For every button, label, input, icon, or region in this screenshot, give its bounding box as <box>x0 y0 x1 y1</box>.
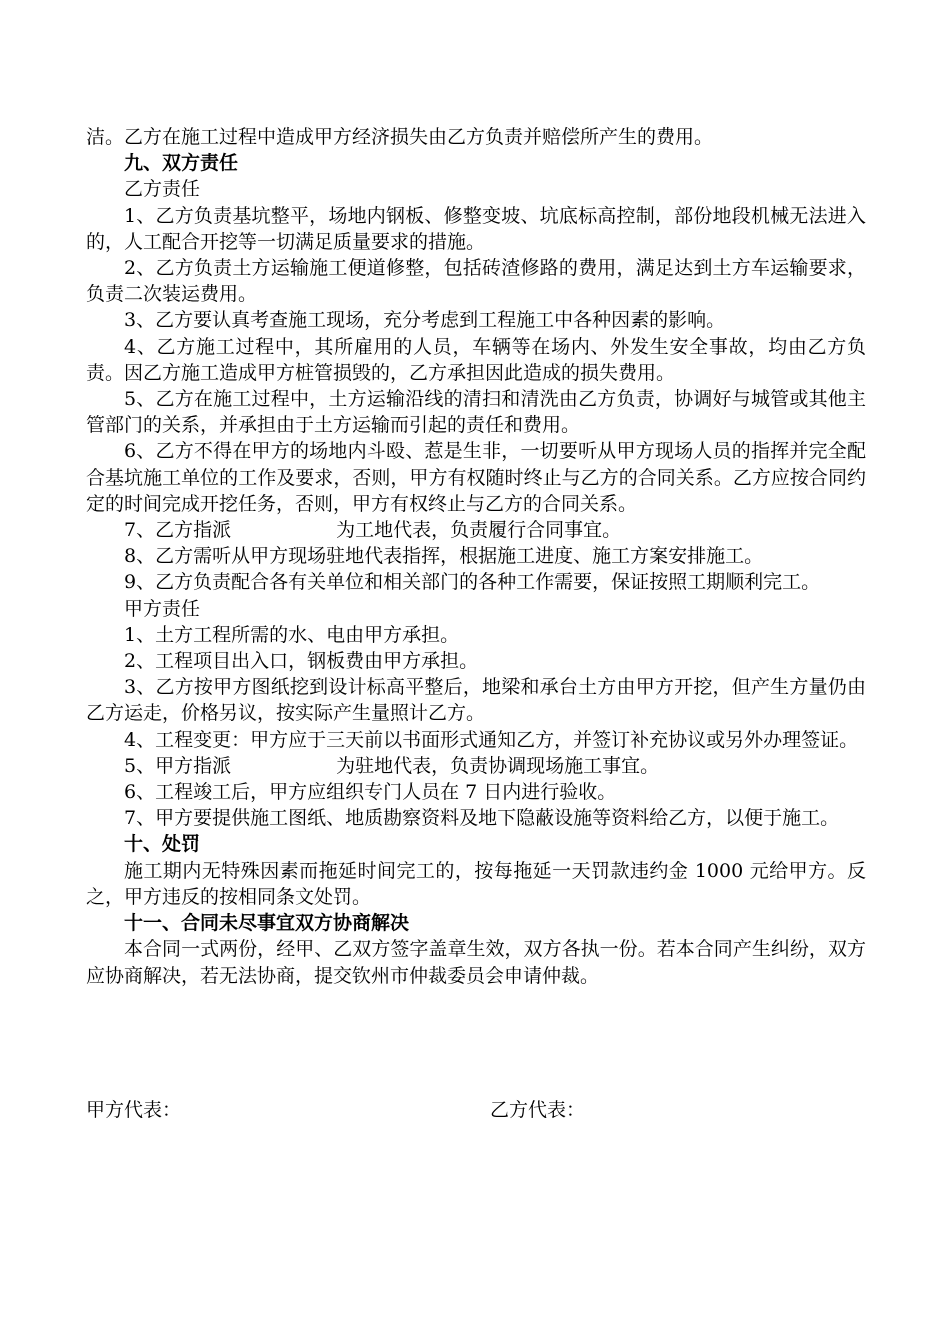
subheading-party-a-duties: 甲方责任 <box>124 597 201 620</box>
party-b-clause-1: 1、乙方负责基坑整平，场地内钢板、修整变坡、坑底标高控制，部份地段机械无法进入的，人工配合开挖等一切满足质量要求的措施。 <box>86 204 866 253</box>
final-paragraph: 本合同一式两份，经甲、乙双方签字盖章生效，双方各执一份。若本合同产生纠纷，双方应协商解决，若无法协商，提交钦州市仲裁委员会申请仲裁。 <box>86 938 866 987</box>
party-b-clause-8: 8、乙方需听从甲方现场驻地代表指挥，根据施工进度、施工方案安排施工。 <box>124 545 764 568</box>
party-a-clause-6: 6、工程竣工后，甲方应组织专门人员在 7 日内进行验收。 <box>124 781 617 804</box>
paragraph-continuation: 洁。乙方在施工过程中造成甲方经济损失由乙方负责并赔偿所产生的费用。 <box>86 126 714 148</box>
party-a-clause-5 <box>86 753 866 779</box>
party-a-clause-2: 2、工程项目出入口，钢板费由甲方承担。 <box>124 650 479 673</box>
section-heading-10: 十、处罚 <box>124 833 201 856</box>
clause-5-lead: 5、甲方指派 <box>124 754 232 777</box>
party-b-clause-6: 6、乙方不得在甲方的场地内斗殴、惹是生非，一切要听从甲方现场人员的指挥并完全配合基坑施工单位的工作及要求，否则，甲方有权随时终止与乙方的合同关系。乙方应按合同约定的时间完成开挖任务，否则，甲方有权终止与乙方的合同关系。 <box>86 440 866 515</box>
penalty-paragraph: 施工期内无特殊因素而拖延时间完工的，按每拖延一天罚款违约金 1000 元给甲方。反之，甲方违反的按相同条文处罚。 <box>86 859 866 908</box>
party-a-signature-label: 甲方代表： <box>86 1099 182 1121</box>
party-b-signature-label: 乙方代表： <box>490 1099 586 1121</box>
party-a-clause-3: 3、乙方按甲方图纸挖到设计标高平整后，地梁和承台土方由甲方开挖，但产生方量仍由乙方运走，价格另议，按实际产生量照计乙方。 <box>86 676 866 725</box>
contract-body <box>86 124 866 989</box>
party-a-clause-4: 4、工程变更：甲方应于三天前以书面形式通知乙方，并签订补充协议或另外办理签证。 <box>124 728 859 751</box>
clause-7-rest: 为工地代表，负责履行合同事宜。 <box>336 519 622 542</box>
party-b-clause-4: 4、乙方施工过程中，其所雇用的人员，车辆等在场内、外发生安全事故，均由乙方负责。因乙方施工造成甲方桩管损毁的，乙方承担因此造成的损失费用。 <box>86 335 866 384</box>
clause-5-rest: 为驻地代表，负责协调现场施工事宜。 <box>336 754 660 777</box>
party-b-clause-5: 5、乙方在施工过程中，土方运输沿线的清扫和清洗由乙方负责，协调好与城管或其他主管部门的关系，并承担由于土方运输而引起的责任和费用。 <box>86 388 866 437</box>
party-b-clause-2: 2、乙方负责土方运输施工便道修整，包括砖渣修路的费用，满足达到土方车运输要求，负责二次装运费用。 <box>86 257 866 306</box>
section-heading-11: 十一、合同未尽事宜双方协商解决 <box>124 912 410 935</box>
subheading-party-b-duties: 乙方责任 <box>124 178 201 201</box>
clause-7-lead: 7、乙方指派 <box>124 519 232 542</box>
party-b-clause-9: 9、乙方负责配合各有关单位和相关部门的各种工作需要，保证按照工期顺利完工。 <box>124 571 821 594</box>
party-a-clause-7: 7、甲方要提供施工图纸、地质勘察资料及地下隐蔽设施等资料给乙方，以便于施工。 <box>124 807 840 830</box>
section-heading-9: 九、双方责任 <box>124 152 239 175</box>
party-b-clause-3: 3、乙方要认真考查施工现场，充分考虑到工程施工中各种因素的影响。 <box>124 309 726 332</box>
party-b-clause-7 <box>86 517 866 543</box>
signature-row <box>86 1095 866 1125</box>
party-a-clause-1: 1、土方工程所需的水、电由甲方承担。 <box>124 623 460 646</box>
